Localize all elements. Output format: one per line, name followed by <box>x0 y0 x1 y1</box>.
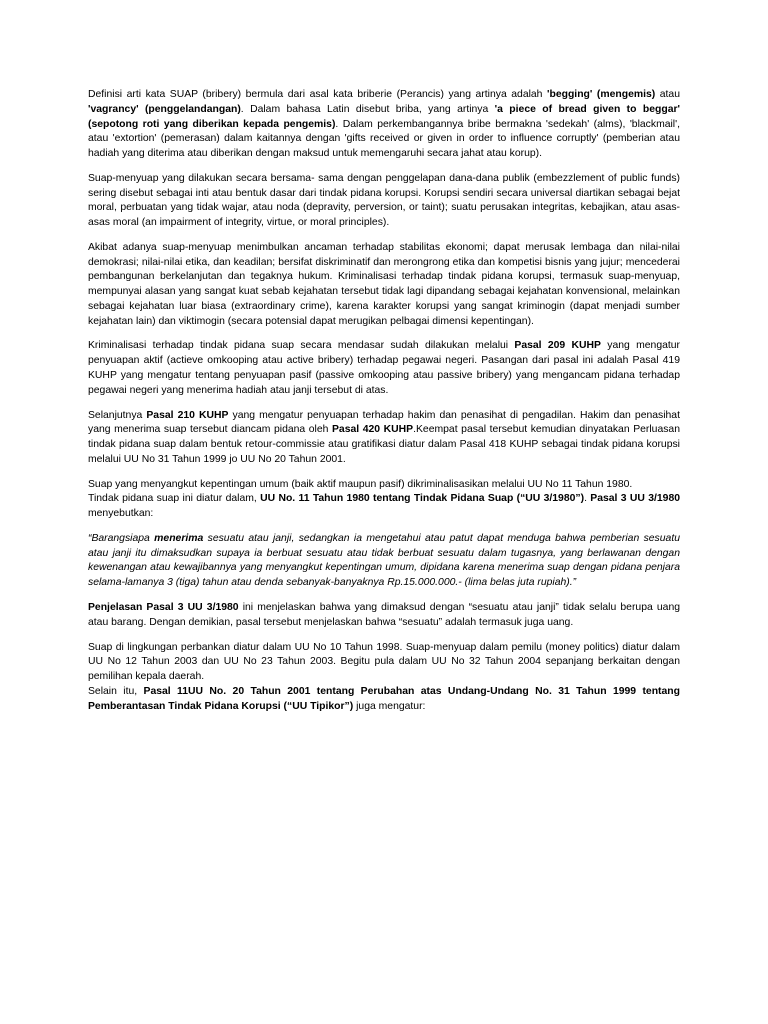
text-run: Pasal 3 UU 3/1980 <box>590 493 680 505</box>
text-run: Suap-menyuap yang dilakukan secara bersama- sama dengan penggelapan dana-dana publik (embezzlement of public funds) sering disebut sebagai inti atau bentuk dasar dari tindak pidana korupsi. Korupsi sendiri secara universal diartikan sebagai bejat moral, perbuatan yang tidak wajar, atau noda (depravity, perversion, or taint); suatu perusakan integritas, kebajikan, atau asas-asas moral (an impairment of integrity, virtue, or moral principles). <box>88 172 680 229</box>
text-run: Pasal 11UU No. 20 Tahun 2001 tentang Perubahan atas Undang-Undang No. 31 Tahun 1999 tentang Pemberantasan Tindak Pidana Korupsi (“UU Tipikor”) <box>88 685 680 712</box>
text-run: Penjelasan Pasal 3 UU 3/1980 <box>88 601 239 613</box>
text-run: “Barangsiapa <box>88 532 155 544</box>
paragraph-p3 <box>88 241 680 330</box>
text-run: menyebutkan: <box>88 508 154 520</box>
text-run: 'a piece of bread given to beggar' (sepotong roti yang diberikan kepada pengemis) <box>88 103 680 130</box>
paragraph-p4 <box>88 339 680 398</box>
text-run: menerima <box>154 532 204 544</box>
text-run: Akibat adanya suap-menyuap menimbulkan ancaman terhadap stabilitas ekonomi; dapat merusak lembaga dan nilai-nilai demokrasi; nilai-nilai etika, dan keadilan; bersifat diskriminatif dan merongrong etika dan kompetisi bisnis yang jujur; mencederai pembangunan berkelanjutan dan tegaknya hukum. Kriminalisasi terhadap tindak pidana korupsi, termasuk suap-menyuap, mempunyai alasan yang sangat kuat sebab kejahatan tersebut tidak lagi dipandang sebagai kejahatan konvensional, melainkan sebagai kejahatan luar biasa (extraordinary crime), karena karakter korupsi yang sangat kriminogin (dapat menjadi sumber kejahatan lain) dan viktimogin (secara potensial dapat merugikan pelbagai dimensi kepentingan). <box>88 241 680 327</box>
paragraph-p6 <box>88 478 680 493</box>
text-run: Pasal 210 KUHP <box>146 409 229 421</box>
text-run: sesuatu atau janji, sedangkan ia mengetahui atau patut dapat menduga bahwa pemberian sesuatu atau janji itu dimaksudkan supaya ia berbuat sesuatu atau tidak berbuat sesuatu dalam tugasnya, yang berlawanan dengan kewenangan atau kewajibannya yang menyangkut kepentingan umum, dipidana karena menerima suap dengan pidana penjara selama-lamanya 3 (tiga) tahun atau denda sebanyak-banyaknya Rp.15.000.000.- (lima belas juta rupiah).” <box>88 532 680 589</box>
text-run: UU No. 11 Tahun 1980 tentang Tindak Pidana Suap (“UU 3/1980”) <box>260 493 585 505</box>
paragraph-p1 <box>88 88 680 162</box>
paragraph-p5 <box>88 409 680 468</box>
text-run: juga mengatur: <box>353 700 426 712</box>
paragraph-p10 <box>88 641 680 685</box>
paragraph-p8 <box>88 532 680 591</box>
text-run: . Dalam perkembangannya bribe bermakna 'sedekah' (alms), 'blackmail', atau 'extortion' (pemerasan) dalam kaitannya dengan 'gifts received or given in order to influence corruptly' (pemberian atau hadiah yang diterima atau diberikan dengan maksud untuk memengaruhi secara jahat atau korup). <box>88 118 680 160</box>
paragraph-p11 <box>88 685 680 715</box>
text-run: Tindak pidana suap ini diatur dalam, <box>88 493 261 505</box>
paragraph-p9 <box>88 601 680 631</box>
document-body <box>88 88 680 714</box>
text-run: .Keempat pasal tersebut kemudian dinyatakan Perluasan tindak pidana suap dalam bentuk retour-commissie atau gratifikasi diatur dalam Pasal 418 KUHP sebagai tindak pidana korupsi melalui UU No 31 Tahun 1999 jo UU No 20 Tahun 2001. <box>88 424 680 465</box>
paragraph-p7 <box>88 492 680 522</box>
paragraph-p2 <box>88 172 680 231</box>
text-run: Pasal 420 KUHP <box>332 424 414 436</box>
text-run: Pasal 209 KUHP <box>514 340 601 352</box>
text-run: Suap di lingkungan perbankan diatur dalam UU No 10 Tahun 1998. Suap-menyuap dalam pemilu (money politics) diatur dalam UU No 12 Tahun 2003 dan UU No 23 Tahun 2003. Begitu pula dalam UU No 32 Tahun 2004 sepanjang berkaitan dengan pemilihan kepala daerah. <box>88 641 680 683</box>
text-run: . Dalam bahasa Latin disebut briba, yang artinya <box>240 103 495 115</box>
text-run: Suap yang menyangkut kepentingan umum (baik aktif maupun pasif) dikriminalisasikan melalui UU No 11 Tahun 1980. <box>88 478 633 490</box>
text-run: Selanjutnya <box>88 409 147 421</box>
text-run: ini menjelaskan bahwa yang dimaksud dengan “sesuatu atau janji” tidak selalu berupa uang atau barang. Dengan demikian, pasal tersebut menjelaskan bahwa “sesuatu” adalah termasuk juga uang. <box>88 601 681 628</box>
text-run: Selain itu, <box>88 685 144 697</box>
text-run: Definisi arti kata SUAP (bribery) bermula dari asal kata briberie (Perancis) yang artinya adalah <box>88 89 548 100</box>
text-run: 'begging' (mengemis) <box>547 89 656 100</box>
text-run: 'vagrancy' (penggelandangan) <box>88 103 241 115</box>
text-run: yang mengatur penyuapan terhadap hakim dan penasihat di pengadilan. Hakim dan penasihat yang menerima suap tersebut diancam pidana oleh <box>88 409 680 436</box>
text-run: atau <box>655 89 680 100</box>
text-run: Kriminalisasi terhadap tindak pidana suap secara mendasar sudah dilakukan melalui <box>88 340 515 352</box>
text-run: . <box>584 493 591 505</box>
text-run: yang mengatur penyuapan aktif (actieve omkooping atau active bribery) terhadap pegawai negeri. Pasangan dari pasal ini adalah Pasal 419 KUHP yang mengatur tentang penyuapan pasif (passive omkooping atau passive bribery) yang mengancam pidana terhadap pegawai negeri yang menerima hadiah atau janji tersebut di atas. <box>88 340 681 396</box>
